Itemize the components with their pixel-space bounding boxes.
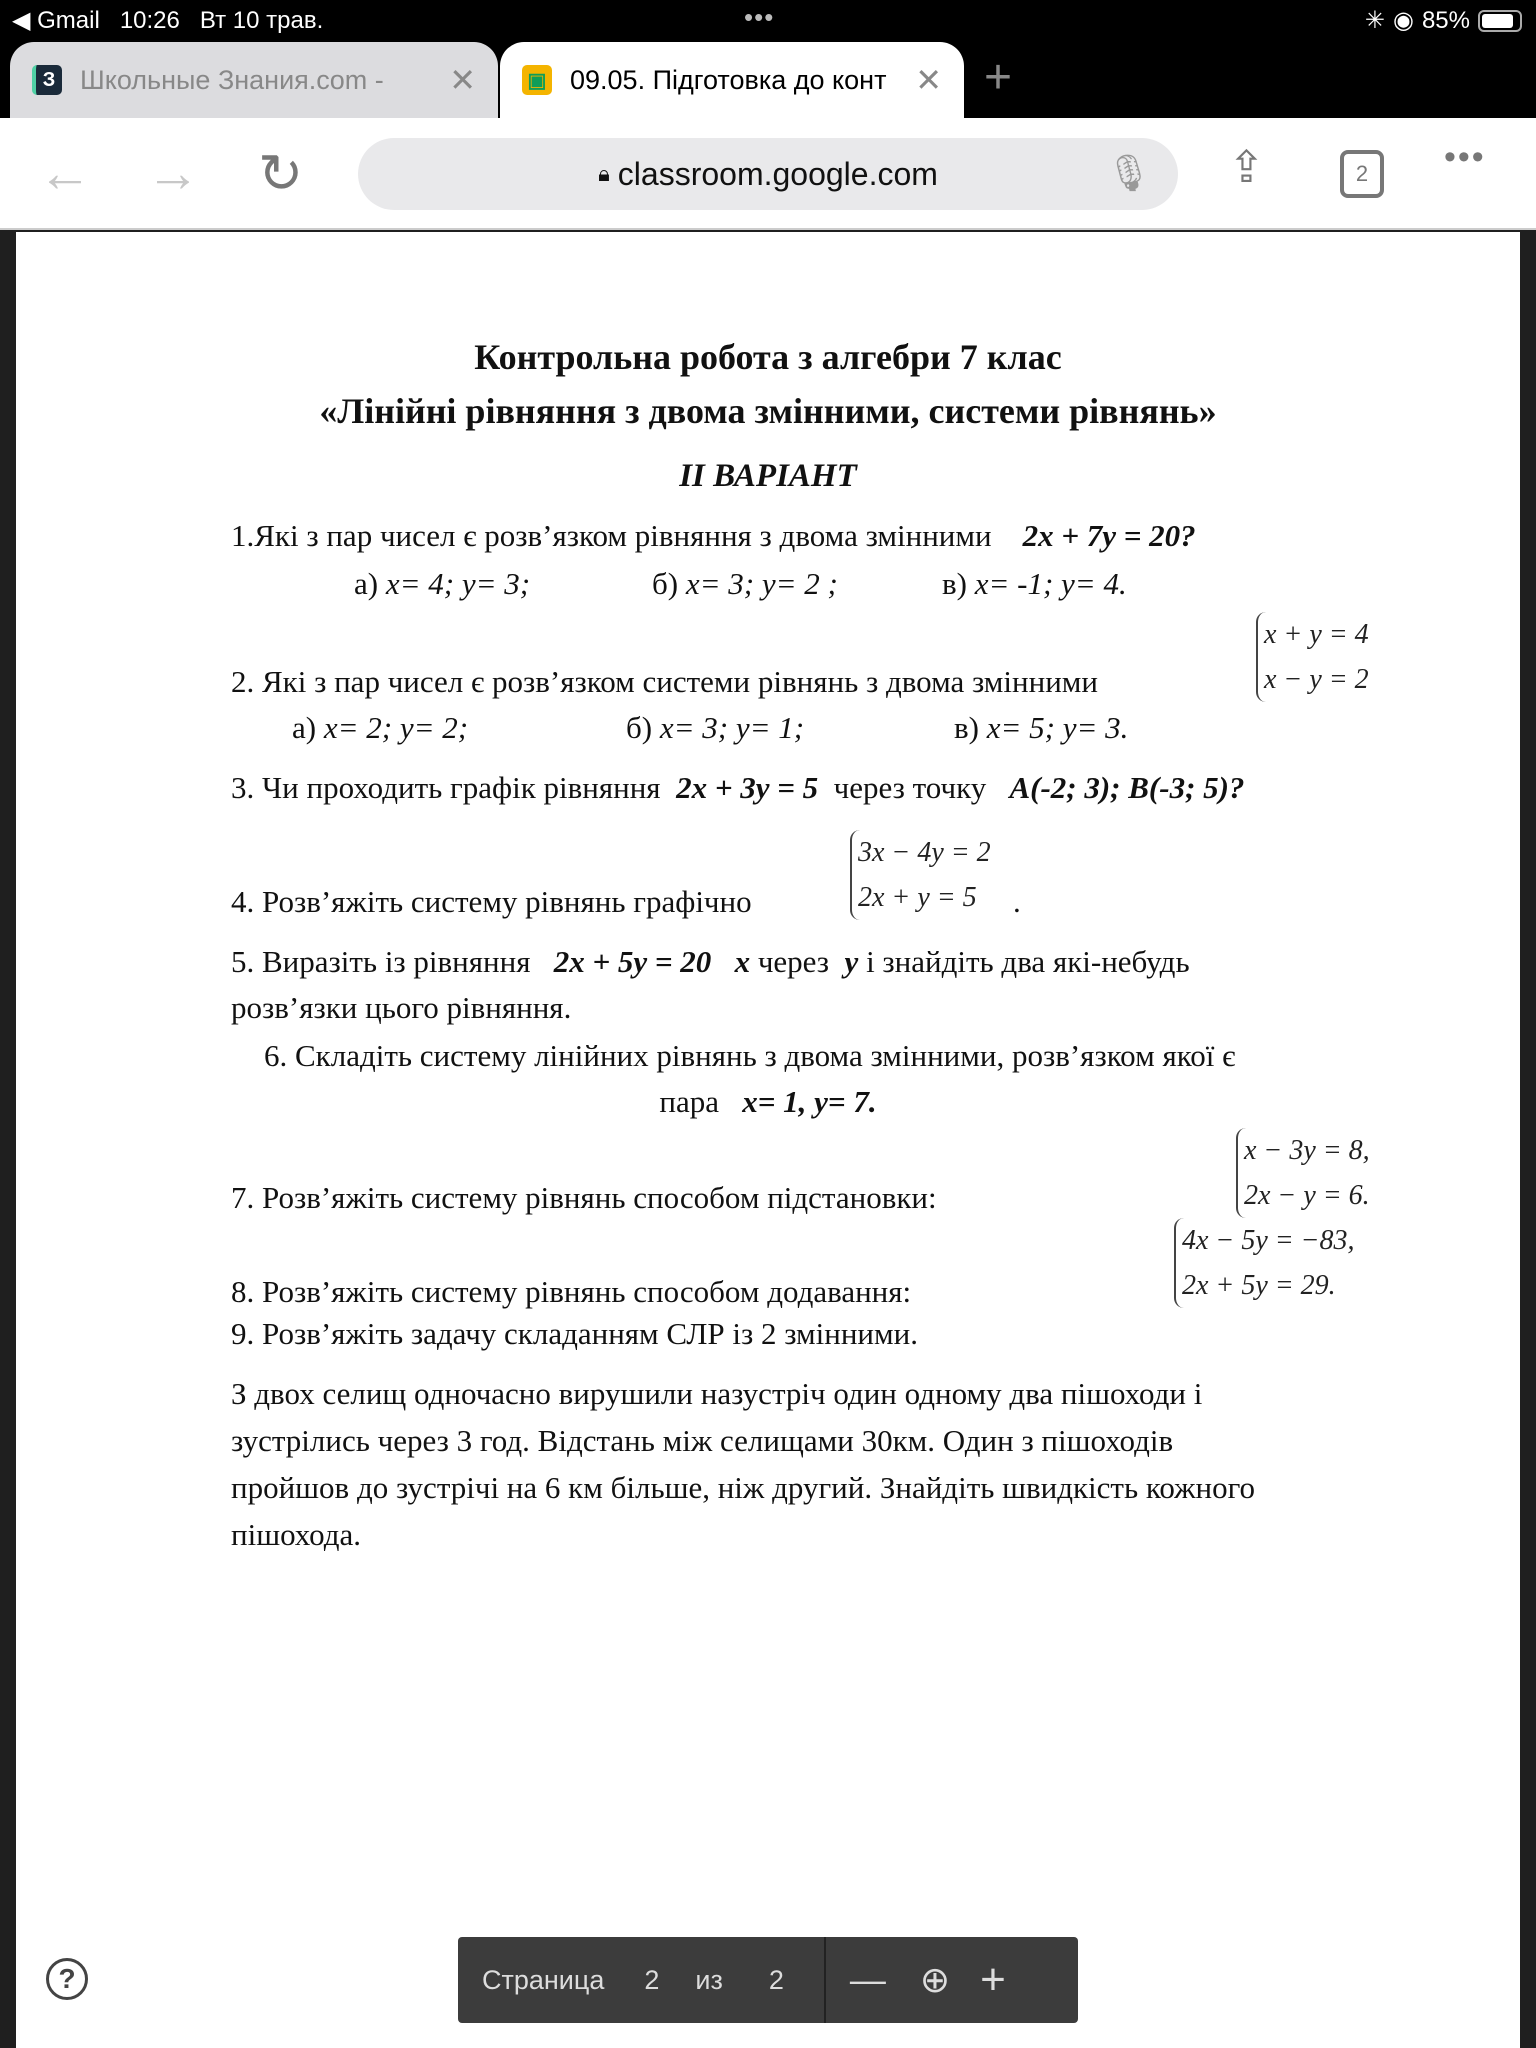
question-4: 4. Розв’яжіть систему рівнянь графічно .	[231, 884, 1021, 919]
tab-title: Школьные Знания.com -	[80, 64, 384, 95]
tab-bar	[0, 42, 1536, 118]
help-icon[interactable]: ?	[46, 1958, 88, 2000]
problem-line: пішохода.	[231, 1517, 362, 1552]
question-3: 3. Чи проходить графік рівняння 2x + 3y = 5 через точку A(-2; 3); B(-3; 5)?	[231, 770, 1245, 805]
total-pages: 2	[768, 1964, 784, 1995]
q2-option-c: в) x= 5; y= 3.	[954, 710, 1129, 745]
multitasking-dots-icon[interactable]: •••	[744, 2, 775, 32]
back-app-label: Gmail	[37, 7, 100, 34]
question-5-line-2: розв’язки цього рівняння.	[231, 990, 572, 1025]
wifi-icon: ◉	[1393, 7, 1414, 34]
zoom-fit-icon[interactable]: ⊕	[919, 1959, 951, 2000]
q2-option-a: а) x= 2; y= 2;	[292, 710, 469, 745]
q1-option-a: а) x= 4; y= 3;	[354, 566, 531, 601]
status-bar	[0, 0, 1536, 42]
problem-line: пройшов до зустрічі на 6 км більше, ніж другий. Знайдіть швидкість кожного	[231, 1470, 1256, 1505]
question-8: 8. Розв’яжіть систему рівнянь способом додавання:	[231, 1274, 912, 1309]
zoom-out-icon[interactable]: —	[849, 1959, 886, 2000]
question-2: 2. Які з пар чисел є розв’язком системи рівнянь з двома змінними	[231, 664, 1099, 699]
page-label: Страница	[482, 1964, 605, 1995]
doc-subtitle: «Лінійні рівняння з двома змінними, системи рівнянь»	[319, 391, 1217, 431]
tab-classroom[interactable]	[500, 42, 964, 118]
microphone-icon[interactable]: 🎙︎	[1106, 152, 1152, 193]
lock-icon: 🔒︎	[598, 161, 610, 186]
znanija-favicon-icon: З	[32, 65, 62, 95]
address-bar[interactable]	[358, 138, 1178, 210]
back-to-gmail[interactable]: ◀ Gmail	[12, 7, 100, 34]
doc-title: Контрольна робота з алгебри 7 клас	[474, 337, 1062, 377]
of-label: из	[695, 1964, 723, 1995]
q1-option-c: в) x= -1; y= 4.	[942, 566, 1127, 601]
q1-equation: 2x + 7y = 20?	[1022, 518, 1196, 553]
battery-percent: 85%	[1421, 6, 1470, 34]
q7-system: x − 3y = 8, 2x − y = 6.	[1236, 1128, 1370, 1218]
forward-arrow-icon[interactable]: →	[146, 143, 200, 203]
question-7: 7. Розв’яжіть систему рівнянь способом підстановки:	[231, 1180, 937, 1215]
classroom-favicon-icon: ▣	[522, 65, 552, 95]
share-icon[interactable]: ⇪	[1228, 143, 1265, 192]
time: 10:26	[119, 7, 180, 34]
activity-icon: ✳	[1364, 7, 1385, 34]
problem-line: зустрілись через 3 год. Відстань між селищами 30км. Один з пішоходів	[231, 1423, 1174, 1458]
question-9: 9. Розв’яжіть задачу складанням СЛР із 2 змінними.	[231, 1316, 918, 1351]
q1-text: 1.Які з пар чисел є розв’язком рівняння з двома змінними	[231, 518, 992, 553]
current-page: 2	[644, 1964, 660, 1995]
back-arrow-icon[interactable]: ←	[38, 143, 92, 203]
question-6: 6. Складіть систему лінійних рівнянь з двома змінними, розв’язком якої є	[264, 1038, 1236, 1073]
divider	[824, 1937, 826, 2023]
q8-system: 4x − 5y = −83, 2x + 5y = 29.	[1174, 1218, 1355, 1308]
q4-system: 3x − 4y = 2 2x + y = 5	[850, 830, 991, 920]
pdf-page	[16, 232, 1520, 2048]
more-menu-icon[interactable]: •••	[1444, 138, 1486, 176]
question-5: 5. Виразіть із рівняння 2x + 5y = 20 x через y і знайдіть два які-небудь	[231, 944, 1190, 979]
question-6-line-2: пара x= 1, y= 7.	[659, 1084, 877, 1119]
battery-icon	[1478, 10, 1522, 32]
new-tab-icon[interactable]: +	[984, 51, 1013, 104]
variant-heading: ІІ ВАРІАНТ	[679, 458, 857, 494]
tab-count-button[interactable]: 2	[1340, 150, 1384, 198]
problem-line: З двох селищ одночасно вирушили назустріч один одному два пішоходи і	[231, 1376, 1203, 1411]
url-text: classroom.google.com	[617, 155, 938, 192]
close-tab-icon[interactable]: ✕	[915, 62, 942, 98]
tab-znanija[interactable]	[10, 42, 498, 118]
question-1	[231, 518, 1196, 554]
zoom-in-icon[interactable]: +	[980, 1955, 1006, 2004]
reload-icon[interactable]: ↻	[258, 144, 304, 204]
tab-title: 09.05. Підготовка до конт	[570, 64, 887, 95]
date: Вт 10 трав.	[199, 7, 324, 34]
close-tab-icon[interactable]: ✕	[449, 62, 476, 98]
q2-system: x + y = 4 x − y = 2	[1256, 612, 1369, 702]
q2-option-b: б) x= 3; y= 1;	[626, 710, 805, 745]
browser-toolbar	[0, 118, 1536, 230]
pdf-page-controls	[458, 1937, 1078, 2023]
q1-option-b: б) x= 3; y= 2 ;	[652, 566, 838, 601]
